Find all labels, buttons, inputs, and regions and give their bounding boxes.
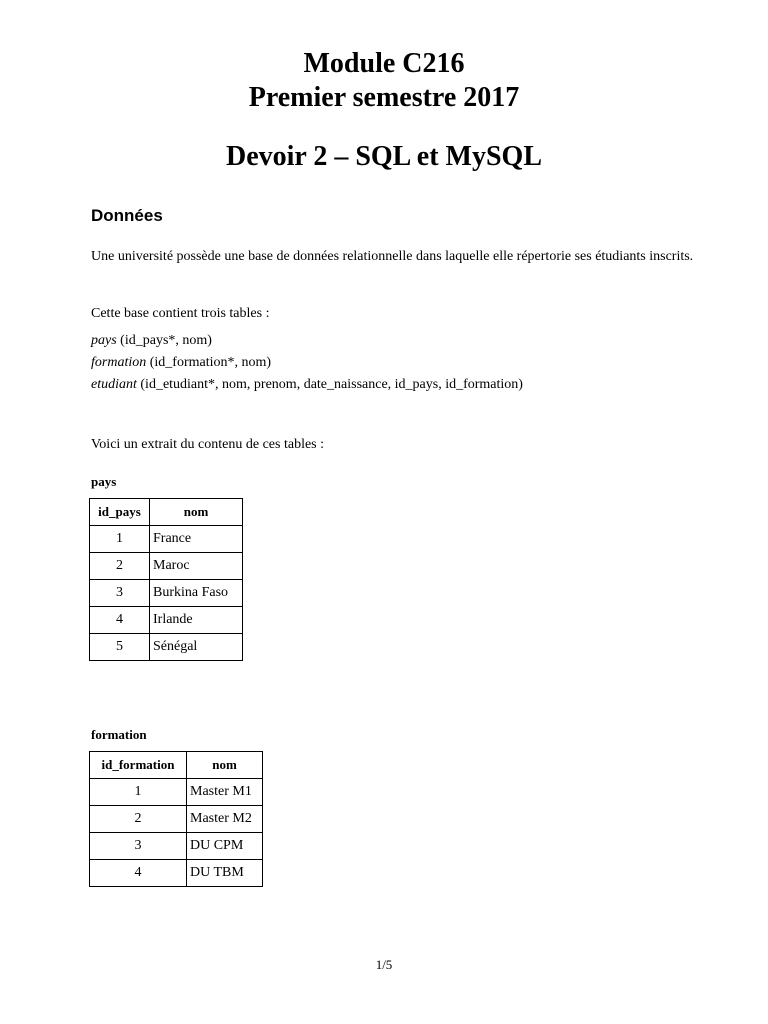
table-cell: 3 <box>90 580 150 607</box>
table-row <box>90 779 263 806</box>
table-cell: 4 <box>90 860 187 887</box>
schema-fields: (id_pays*, nom) <box>116 333 212 348</box>
table-row <box>90 860 263 887</box>
assignment-title: Devoir 2 – SQL et MySQL <box>225 141 543 172</box>
table-cell: 1 <box>90 779 187 806</box>
table-cell: DU TBM <box>187 860 263 887</box>
table-cell: Master M2 <box>187 806 263 833</box>
table-cell: 1 <box>90 526 150 553</box>
pays-table <box>89 498 243 661</box>
column-header: id_pays <box>90 499 150 526</box>
schema-fields: (id_formation*, nom) <box>146 355 272 370</box>
table-cell: 3 <box>90 833 187 860</box>
table-row <box>90 833 263 860</box>
intro-paragraph: Une université possède une base de données relationnelle dans laquelle elle répertorie ses étudiants inscrits. <box>91 249 694 264</box>
schema-formation <box>91 352 271 374</box>
tables-intro: Cette base contient trois tables : <box>91 306 270 321</box>
table-cell: DU CPM <box>187 833 263 860</box>
module-title: Module C216 <box>303 48 465 79</box>
table-cell: Sénégal <box>150 634 243 661</box>
table-cell: Burkina Faso <box>150 580 243 607</box>
table-row <box>90 634 243 661</box>
schema-table-name: formation <box>91 355 147 370</box>
table-row <box>90 806 263 833</box>
page-number: 1/5 <box>375 957 393 972</box>
table-cell: Maroc <box>150 553 243 580</box>
table-row <box>90 553 243 580</box>
table-cell: 2 <box>90 806 187 833</box>
column-header: nom <box>187 752 263 779</box>
table-row <box>90 607 243 634</box>
table-header-row <box>90 499 243 526</box>
column-header: nom <box>150 499 243 526</box>
formation-table-caption: formation <box>91 727 147 742</box>
table-cell: 5 <box>90 634 150 661</box>
extract-intro: Voici un extrait du contenu de ces tables : <box>91 437 325 452</box>
pays-table-caption: pays <box>91 474 117 489</box>
table-cell: France <box>150 526 243 553</box>
section-heading: Données <box>91 206 163 225</box>
table-row <box>90 580 243 607</box>
schema-etudiant <box>91 374 523 396</box>
table-cell: Master M1 <box>187 779 263 806</box>
schema-pays <box>91 330 212 352</box>
table-cell: Irlande <box>150 607 243 634</box>
table-row <box>90 526 243 553</box>
table-header-row <box>90 752 263 779</box>
formation-table <box>89 751 263 887</box>
column-header: id_formation <box>90 752 187 779</box>
table-cell: 4 <box>90 607 150 634</box>
table-cell: 2 <box>90 553 150 580</box>
semester-title: Premier semestre 2017 <box>248 82 520 113</box>
schema-table-name: etudiant <box>91 377 137 392</box>
schema-table-name: pays <box>91 333 117 348</box>
schema-fields: (id_etudiant*, nom, prenom, date_naissance, id_pays, id_formation) <box>136 377 523 392</box>
